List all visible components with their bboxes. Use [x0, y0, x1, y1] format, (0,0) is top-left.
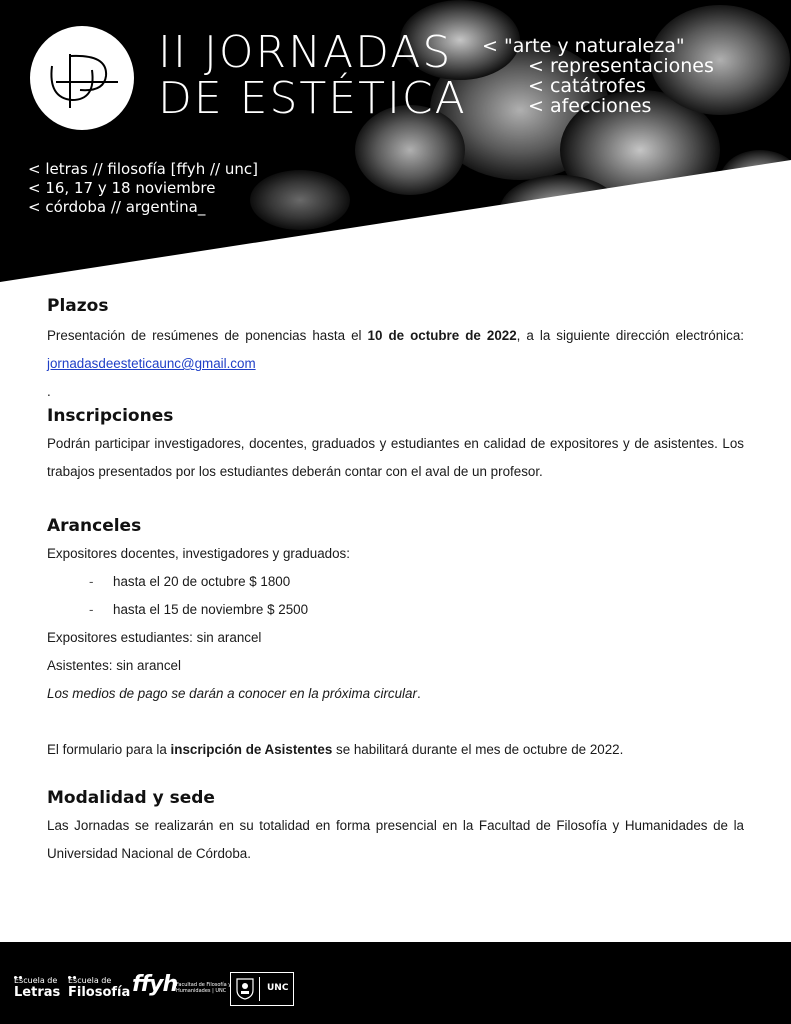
- section-heading: Modalidad y sede: [47, 788, 215, 808]
- pago-note-line: [47, 680, 744, 708]
- unc-logo: [230, 972, 294, 1006]
- fee-item: - hasta el 15 de noviembre $ 2500: [89, 602, 309, 617]
- inscripciones-text: Podrán participar investigadores, docentes, graduados y estudiantes en calidad de expositores y de asistentes. Los trabajos presentados por los estudiantes deberán contar con el aval de un profesor.: [47, 436, 744, 479]
- estudiantes-line: [47, 624, 744, 652]
- plazos-text-after: , a la siguiente dirección electrónica:: [516, 328, 744, 343]
- section-plazos: [47, 296, 744, 400]
- estudiantes-value: sin arancel: [192, 630, 262, 645]
- fee-item-text: hasta el 20 de octubre $ 1800: [113, 574, 291, 589]
- fee-item-text: hasta el 15 de noviembre $ 2500: [113, 602, 309, 617]
- jornadas-logo-icon: [30, 26, 134, 130]
- plazos-text-before: Presentación de resúmenes de ponencias hasta el: [47, 328, 368, 343]
- asistentes-label: Asistentes:: [47, 658, 113, 673]
- topic-item: < "arte y naturaleza": [482, 35, 685, 57]
- section-heading: Inscripciones: [47, 406, 174, 426]
- unc-shield-icon: [236, 978, 254, 1000]
- plazos-text: [47, 322, 744, 378]
- title-line-2: DE ESTÉTICA: [158, 73, 467, 124]
- ffyh-sub: Facultad de Filosofía y Humanidades | UNC: [176, 982, 232, 994]
- meta-dates: < 16, 17 y 18 noviembre: [28, 179, 216, 197]
- section-inscripciones: [47, 406, 744, 486]
- form-text-bold: inscripción de Asistentes: [170, 742, 333, 757]
- form-text-before: El formulario para la: [47, 742, 171, 757]
- topic-item: < representaciones: [528, 55, 714, 77]
- estudiantes-label: Expositores estudiantes:: [47, 630, 193, 645]
- topic-item: < catátrofes: [528, 75, 646, 97]
- plazos-deadline: 10 de octubre de 2022: [367, 328, 517, 343]
- pago-note: Los medios de pago se darán a conocer en la próxima circular: [47, 686, 417, 701]
- footer-bar: [0, 942, 791, 1024]
- asistentes-value: sin arancel: [112, 658, 181, 673]
- pago-dot: .: [416, 686, 421, 701]
- document-body: [47, 296, 744, 868]
- escuela-letras-logo: [14, 972, 60, 1000]
- form-text-after: se habilitará durante el mes de octubre de 2022.: [332, 742, 624, 757]
- filosofia-small: Escuela de: [68, 976, 112, 985]
- stray-dot: .: [47, 384, 51, 399]
- docentes-label: Expositores docentes, investigadores y graduados: [47, 546, 347, 561]
- section-heading: Plazos: [47, 296, 109, 316]
- form-line: [47, 736, 744, 764]
- unc-separator: [259, 977, 260, 1001]
- filosofia-big: Filosofía: [68, 985, 131, 1000]
- docentes-colon: :: [346, 546, 350, 561]
- modalidad-text: Las Jornadas se realizarán en su totalidad en forma presencial en la Facultad de Filosofía y Humanidades de la Universidad Nacional de Córdoba.: [47, 818, 744, 861]
- ffyh-logo: [132, 972, 232, 997]
- escuela-filosofia-logo: [68, 972, 130, 1000]
- ffyh-mark: ffyh: [132, 972, 178, 997]
- asistentes-line: [47, 652, 744, 680]
- fee-item: - hasta el 20 de octubre $ 1800: [89, 574, 291, 589]
- topic-item: < afecciones: [528, 95, 652, 117]
- title-line-1: II JORNADAS: [158, 27, 453, 78]
- section-modalidad: [47, 788, 744, 868]
- docentes-line: [47, 540, 744, 568]
- topics-list: [482, 36, 714, 116]
- letras-big: Letras: [14, 985, 61, 1000]
- meta-location: < córdoba // argentina_: [28, 198, 206, 216]
- header-banner: [0, 0, 791, 282]
- meta-organizers: < letras // filosofía [ffyh // unc]: [28, 160, 258, 178]
- section-aranceles: [47, 516, 744, 764]
- event-meta: [28, 160, 258, 217]
- section-heading: Aranceles: [47, 516, 142, 536]
- event-title: [158, 27, 467, 124]
- letras-small: Escuela de: [14, 976, 58, 985]
- unc-text: UNC: [267, 983, 289, 993]
- email-link[interactable]: jornadasdeesteticaunc@gmail.com: [47, 356, 256, 371]
